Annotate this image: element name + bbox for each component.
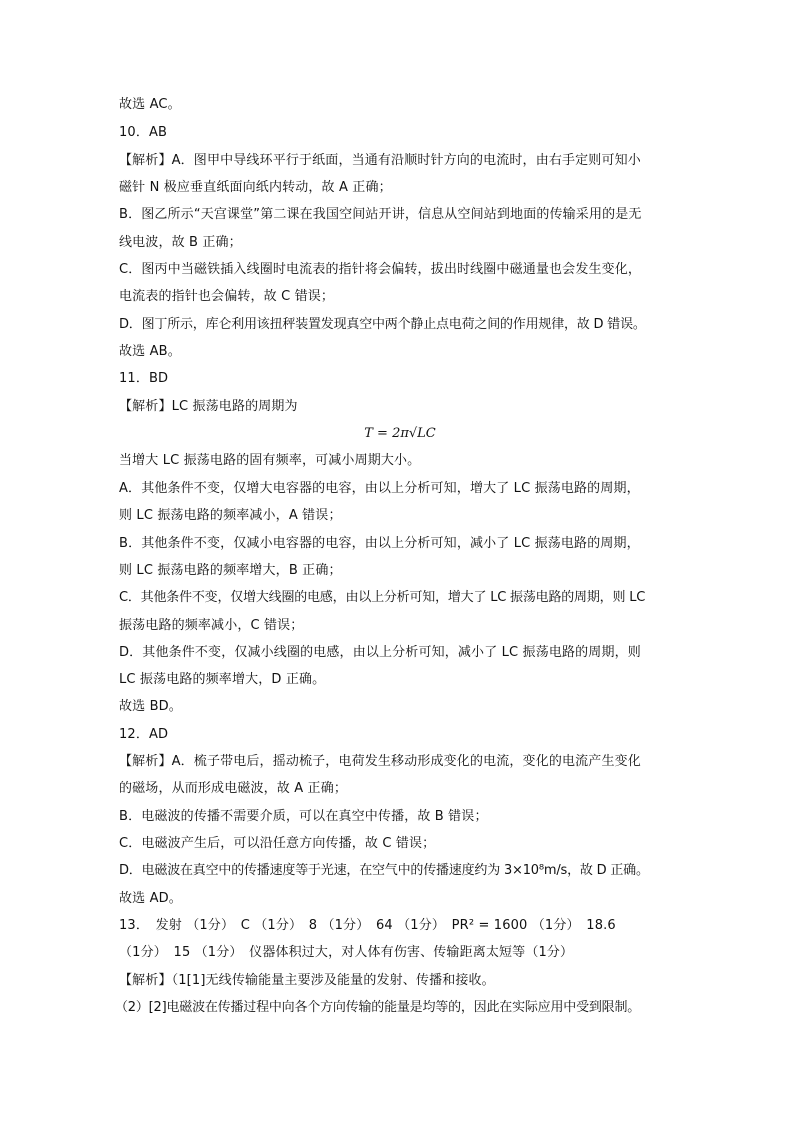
text-line: 振荡电路的频率减小，C 错误； (119, 618, 304, 633)
text-line: D．电磁波在真空中的传播速度等于光速，在空气中的传播速度约为 3×10⁸m/s，故 D 正确。 (119, 863, 649, 878)
text-line: 【解析】A．图甲中导线环平行于纸面，当通有沿顺时针方向的电流时，由右手定则可知小 (119, 153, 641, 168)
text-line: 磁针 N 极应垂直纸面向纸内转动，故 A 正确； (119, 180, 392, 195)
text-line: D．其他条件不变，仅减小线圈的电感，由以上分析可知，减小了 LC 振荡电路的周期，则 (119, 645, 641, 660)
text-line: C．电磁波产生后，可以沿任意方向传播，故 C 错误； (119, 836, 436, 851)
text-line: 【解析】LC 振荡电路的周期为 (119, 399, 298, 414)
text-line: C．其他条件不变，仅增大线圈的电感，由以上分析可知，增大了 LC 振荡电路的周期，则 LC (119, 590, 646, 605)
text-line: （2）[2]电磁波在传播过程中向各个方向传输的能量是均等的，因此在实际应用中受到限制。 (115, 1000, 641, 1015)
text-line: 则 LC 振荡电路的频率增大，B 正确； (119, 563, 342, 578)
question-number: 12．AD (119, 727, 169, 742)
text-line: D．图丁所示，库仑利用该扭秤装置发现真空中两个静止点电荷之间的作用规律，故 D 错误。 (119, 317, 646, 332)
text-line: 则 LC 振荡电路的频率减小，A 错误； (119, 508, 342, 523)
text-line: 电流表的指针也会偏转，故 C 错误； (119, 289, 335, 304)
text-line: 【解析】（1[1]无线传输能量主要涉及能量的发射、传播和接收。 (119, 973, 495, 988)
text-line: 的磁场，从而形成电磁波，故 A 正确； (119, 781, 348, 796)
text-line: 故选 AB。 (119, 344, 181, 359)
question-number: 11．BD (119, 371, 169, 386)
question-number: 10．AB (119, 125, 168, 140)
text-line: 故选 BD。 (119, 699, 182, 714)
text-line: B．电磁波的传播不需要介质，可以在真空中传播，故 B 错误； (119, 809, 488, 824)
text-line: 故选 AC。 (119, 97, 181, 112)
text-line: A．其他条件不变，仅增大电容器的电容，由以上分析可知，增大了 LC 振荡电路的周期， (119, 481, 640, 496)
text-line: 【解析】A．梳子带电后，摇动梳子，电荷发生移动形成变化的电流，变化的电流产生变化 (119, 754, 641, 769)
text-line: 当增大 LC 振荡电路的固有频率，可减小周期大小。 (119, 453, 421, 468)
text-line: C．图丙中当磁铁插入线圈时电流表的指针将会偏转，拔出时线圈中磁通量也会发生变化， (119, 262, 642, 277)
answer-line: 13． 发射 （1分） C （1分） 8 （1分） 64 （1分） PR² = 1600 （1分） 18.6 (119, 918, 616, 933)
text-line: B．图乙所示“天宫课堂”第二课在我国空间站开讲，信息从空间站到地面的传输采用的是无 (119, 207, 642, 222)
answer-line: （1分） 15 （1分） 仪器体积过大，对人体有伤害、传输距离太短等（1分） (119, 945, 574, 960)
text-line: LC 振荡电路的频率增大，D 正确。 (119, 672, 326, 687)
text-line: B．其他条件不变，仅减小电容器的电容，由以上分析可知，减小了 LC 振荡电路的周期， (119, 536, 640, 551)
period-formula: T = 2π√LC (364, 426, 436, 441)
text-line: 故选 AD。 (119, 891, 182, 906)
text-line: 线电波，故 B 正确； (119, 235, 242, 250)
